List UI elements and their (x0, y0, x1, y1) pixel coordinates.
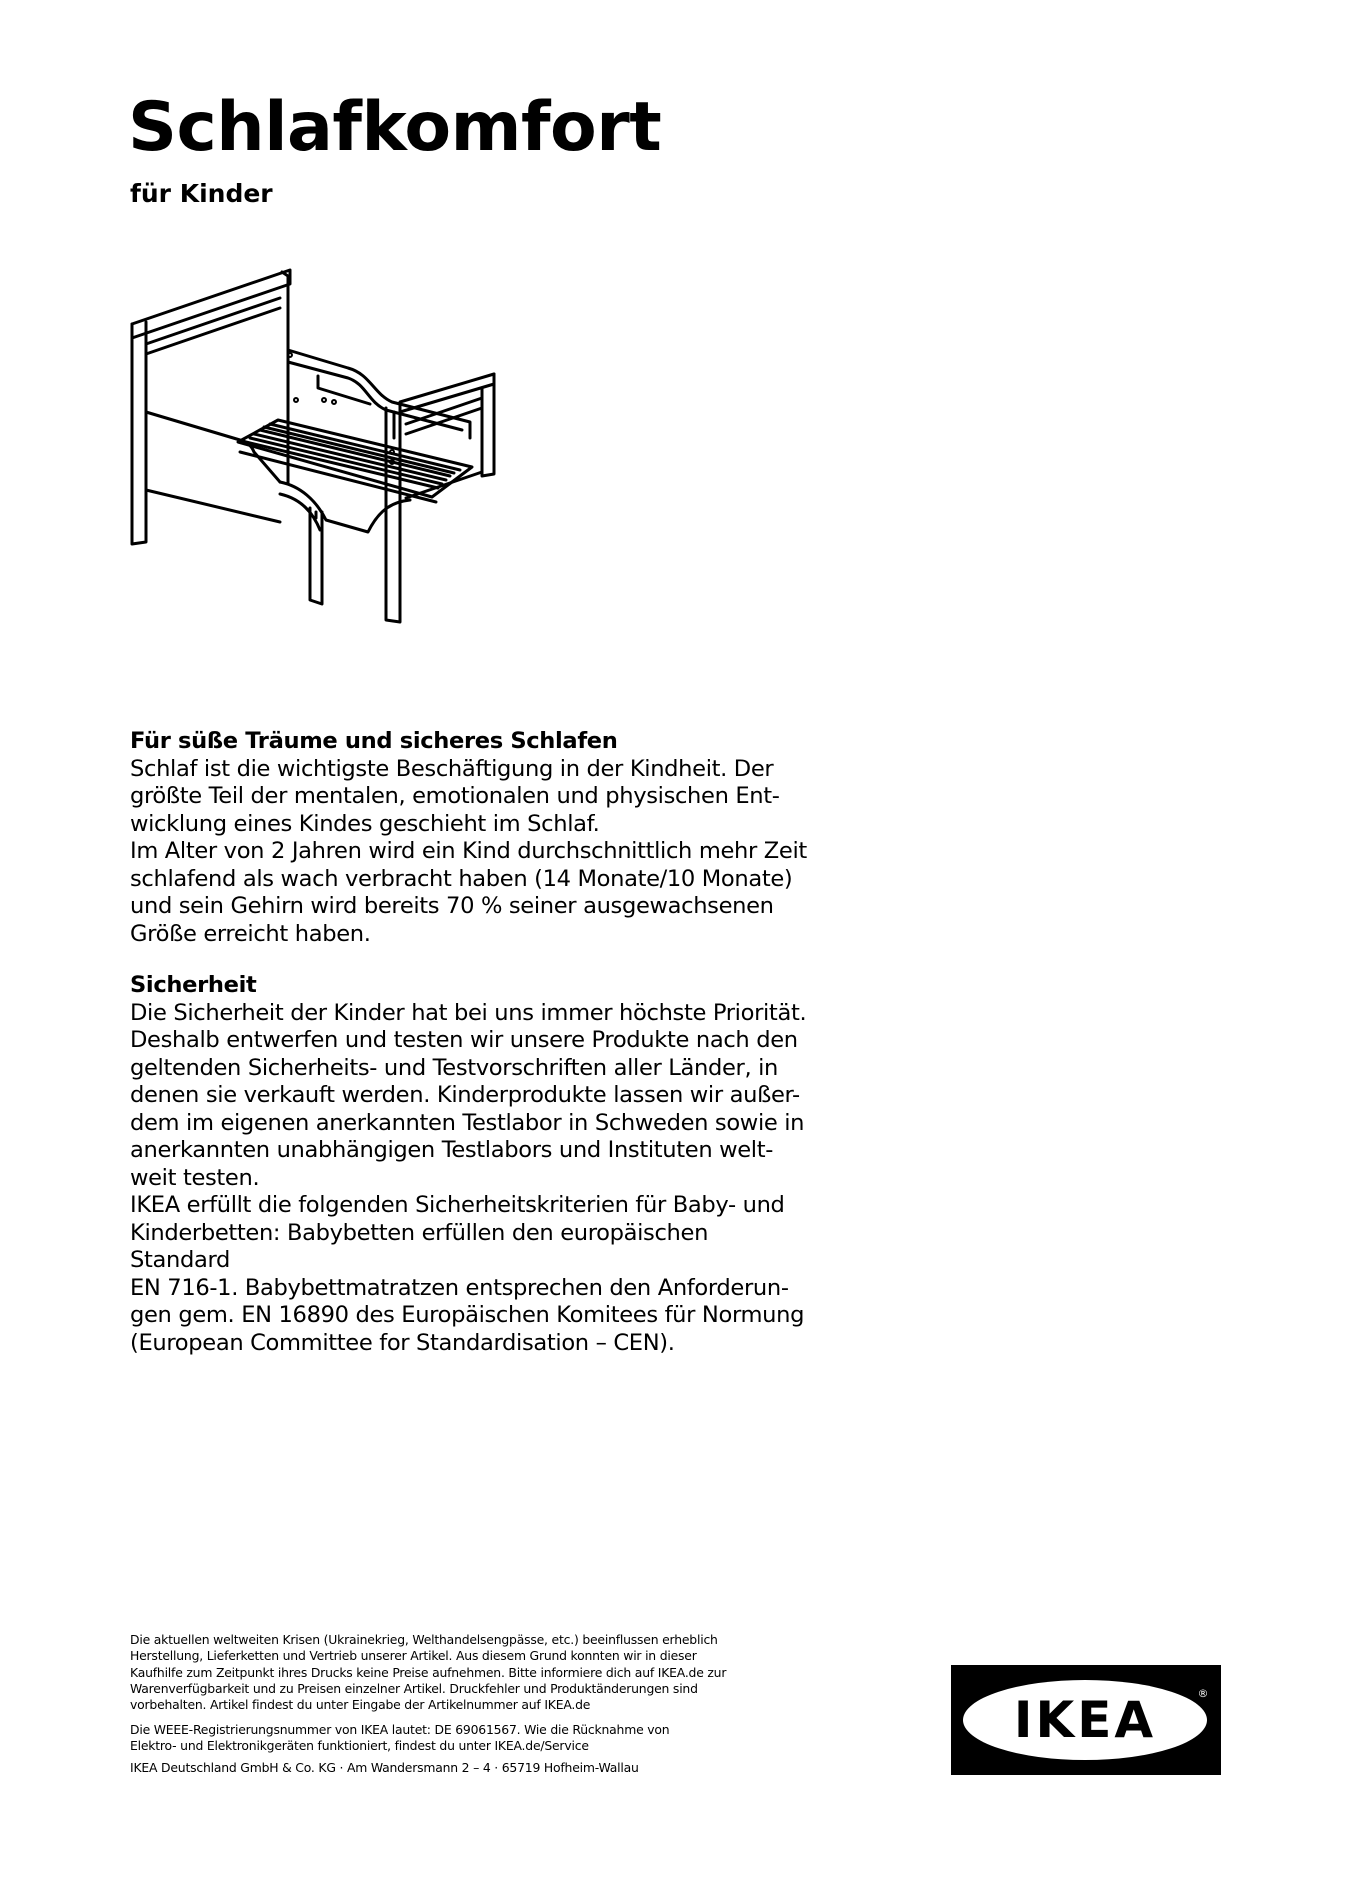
body-line: wicklung eines Kindes geschieht im Schlaf. (130, 810, 600, 837)
ikea-logo (951, 1665, 1221, 1775)
section-safety (130, 972, 810, 1357)
body-line: größte Teil der mentalen, emotionalen und physischen Ent- (130, 783, 780, 809)
footer-line: Die WEEE-Registrierungsnummer von IKEA lautet: DE 69061567. Wie die Rücknahme von (130, 1722, 670, 1737)
body-line: EN 716-1. Babybettmatratzen entsprechen den Anforderun- (130, 1274, 789, 1301)
body-line: Im Alter von 2 Jahren wird ein Kind durchschnittlich mehr Zeit (130, 838, 807, 864)
section-heading: Für süße Träume und sicheres Schlafen (130, 728, 618, 754)
toddler-bed-icon (120, 262, 610, 632)
body-line: weit testen. (130, 1164, 260, 1191)
body-line: dem im eigenen anerkannten Testlabor in Schweden sowie in (130, 1109, 805, 1136)
footer-address (130, 1760, 780, 1776)
body-line: denen sie verkauft werden. Kinderprodukte lassen wir außer- (130, 1082, 800, 1108)
body-line: geltenden Sicherheits- und Testvorschriften aller Länder, in (130, 1054, 779, 1081)
body-line: anerkannten unabhängigen Testlabors und Instituten welt- (130, 1137, 774, 1163)
body-line: und sein Gehirn wird bereits 70 % seiner ausgewachsenen (130, 893, 774, 919)
section-heading: Sicherheit (130, 972, 257, 998)
ikea-logo-text: IKEA (1013, 1691, 1157, 1749)
footer-weee (130, 1722, 780, 1755)
section-dreams (130, 728, 810, 948)
page-subtitle: für Kinder (130, 179, 273, 208)
body-line: Die Sicherheit der Kinder hat bei uns immer höchste Priorität. (130, 999, 807, 1026)
body-line: Schlaf ist die wichtigste Beschäftigung in der Kindheit. Der (130, 755, 774, 782)
footer-notice (130, 1632, 780, 1713)
body-line: gen gem. EN 16890 des Europäischen Komitees für Normung (130, 1302, 805, 1328)
page-title: Schlafkomfort (128, 88, 662, 167)
body-line: IKEA erfüllt die folgenden Sicherheitskriterien für Baby- und (130, 1192, 785, 1218)
footer-line: Kaufhilfe zum Zeitpunkt ihres Drucks keine Preise aufnehmen. Bitte informiere dich auf IKEA.de zur (130, 1664, 727, 1680)
footer-line: Warenverfügbarkeit und zu Preisen einzelner Artikel. Druckfehler und Produktänderungen sind (130, 1680, 698, 1696)
body-line: Kinderbetten: Babybetten erfüllen den europäischen Standard (130, 1219, 709, 1273)
body-line: schlafend als wach verbracht haben (14 Monate/10 Monate) (130, 865, 793, 892)
footer-line: vorbehalten. Artikel findest du unter Eingabe der Artikelnummer auf IKEA.de (130, 1697, 591, 1713)
body-line: Größe erreicht haben. (130, 920, 371, 947)
ikea-logo-registered: ® (1197, 1687, 1209, 1700)
footer-line: Herstellung, Lieferketten und Vertrieb unserer Artikel. Aus diesem Grund konnten wir in dieser (130, 1648, 697, 1664)
footer-line: Die aktuellen weltweiten Krisen (Ukrainekrieg, Welthandelsengpässe, etc.) beeinflussen erheblich (130, 1632, 718, 1647)
body-line: (European Committee for Standardisation – CEN). (130, 1329, 675, 1356)
footer-line: Elektro- und Elektronikgeräten funktioniert, findest du unter IKEA.de/Service (130, 1738, 589, 1754)
body-line: Deshalb entwerfen und testen wir unsere Produkte nach den (130, 1027, 798, 1053)
footer-line: IKEA Deutschland GmbH & Co. KG · Am Wandersmann 2 – 4 · 65719 Hofheim-Wallau (130, 1760, 639, 1775)
